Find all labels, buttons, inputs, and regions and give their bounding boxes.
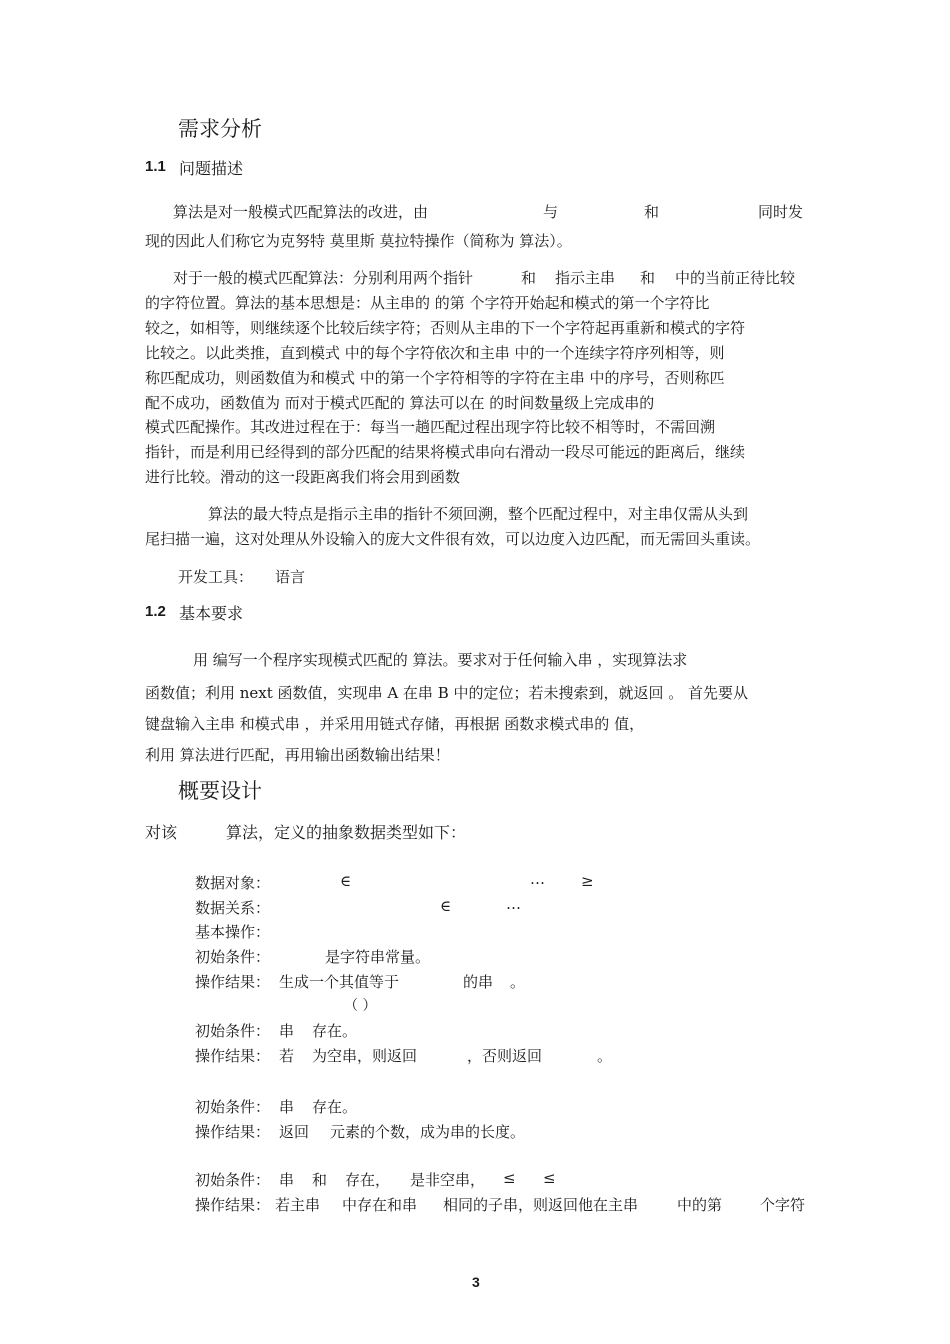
text-run: 存在， [345,1171,391,1189]
text-line: 的字符位置。算法的基本思想是：从主串的 的第 个字符开始起和模式的第一个字符比 [145,294,710,312]
page-number: 3 [472,1274,480,1290]
dev-tools-value: 语言 [275,568,306,586]
subsection-title-basic-requirements: 基本要求 [179,604,244,623]
precondition-label: 初始条件： [195,948,271,966]
text-line: 称匹配成功，则函数值为和模式 中的第一个字符相等的字符在主串 中的序号，否则称匹 [145,369,725,387]
text-run: 相同的子串，则返回他在主串 [443,1196,639,1214]
text-run: 中的第 [677,1196,723,1214]
ellipsis-symbol: … [506,895,521,913]
text-run: 和 [312,1171,328,1189]
less-equal-symbol: ≤ [543,1169,556,1187]
greater-equal-symbol: ≥ [581,872,594,890]
result-label: 操作结果： [195,973,271,991]
text-run: ，否则返回 [467,1047,543,1065]
result-label: 操作结果： [195,1047,271,1065]
section-title-outline-design: 概要设计 [178,779,262,803]
adt-intro-lead: 对该 [145,823,178,842]
element-of-symbol: ∈ [340,872,352,890]
precondition-label: 初始条件： [195,1171,271,1189]
result-label: 操作结果： [195,1123,271,1141]
text-run: 若主串 [275,1196,321,1214]
text-run: 串 [279,1171,295,1189]
text-line: 比较之。以此类推，直到模式 中的每个字符依次和主串 中的一个连续字符序列相等，则 [145,344,725,362]
precondition-label: 初始条件： [195,1022,271,1040]
adt-basic-ops-label: 基本操作： [195,923,271,941]
text-run: 串 [279,1022,295,1040]
text-run: 的串 [463,973,494,991]
text-run: 若 [279,1047,295,1065]
text-run: 。 [510,973,526,991]
text-line: 键盘输入主串 和模式串 ，并采用用链式存储，再根据 函数求模式串的 值， [145,715,645,733]
section-title-requirements: 需求分析 [178,117,262,141]
text-run: 指示主串 [555,269,616,287]
text-run: 同时发 [758,203,804,221]
text-run: 对于一般的模式匹配算法：分别利用两个指针 [173,269,474,287]
text-run: 个字符 [760,1196,806,1214]
text-run: 为空串，则返回 [312,1047,418,1065]
text-line: 较之，如相等，则继续逐个比较后续字符；否则从主串的下一个字符起再重新和模式的字符 [145,319,746,337]
text-line: 算法的最大特点是指示主串的指针不须回溯，整个匹配过程中，对主串仅需从头到 [208,505,749,523]
text-run: 和 [640,269,656,287]
text-line: 指针，而是利用已经得到的部分匹配的结果将模式串向右滑动一段尽可能远的距离后，继续 [145,443,746,461]
text-run: 是字符串常量。 [325,948,431,966]
adt-data-object-label: 数据对象： [195,874,271,892]
text-run: 与 [543,203,559,221]
ellipsis-symbol: … [530,870,545,888]
text-line: 利用 算法进行匹配，再用输出函数输出结果！ [145,746,450,764]
text-line: 模式匹配操作。其改进过程在于：每当一趟匹配过程出现字符比较不相等时，不需回溯 [145,418,716,436]
text-run: 中的当前正待比较 [675,269,796,287]
less-equal-symbol: ≤ [503,1169,516,1187]
text-run: 生成一个其值等于 [279,973,400,991]
text-run: 和 [644,203,660,221]
text-line: 配不成功，函数值为 而对于模式匹配的 算法可以在 的时间数量级上完成串的 [145,394,655,412]
element-of-symbol: ∈ [440,897,452,915]
adt-data-relation-label: 数据关系： [195,899,271,917]
text-line: 现的因此人们称它为克努特 莫里斯 莫拉特操作（简称为 算法）。 [145,232,572,250]
text-run: 元素的个数，成为串的长度。 [330,1123,526,1141]
text-run: 存在。 [312,1022,358,1040]
text-line: 函数值；利用 next 函数值，实现串 A 在串 B 中的定位；若未搜索到，就返回 。 首先要从 [145,684,749,702]
text-run: 算法是对一般模式匹配算法的改进，由 [173,203,429,221]
text-run: 是非空串， [410,1171,486,1189]
text-line: 尾扫描一遍，这对处理从外设输入的庞大文件很有效，可以边度入边匹配，而无需回头重读。 [145,530,761,548]
precondition-label: 初始条件： [195,1098,271,1116]
text-run: 和 [521,269,537,287]
text-run: 存在。 [312,1098,358,1116]
text-run: 返回 [279,1123,310,1141]
result-label: 操作结果： [195,1196,271,1214]
subsection-number-1-2: 1.2 [145,603,166,620]
adt-intro-text: 算法，定义的抽象数据类型如下： [226,823,467,842]
text-run: 中存在和串 [342,1196,418,1214]
text-run: 。 [597,1047,613,1065]
subsection-number-1-1: 1.1 [145,158,166,175]
subsection-title-problem-description: 问题描述 [179,159,244,178]
dev-tools-label: 开发工具： [178,568,254,586]
text-run: 串 [279,1098,295,1116]
text-line: 进行比较。滑动的这一段距离我们将会用到函数 [145,468,461,486]
text-line: 用 编写一个程序实现模式匹配的 算法。要求对于任何输入串 ，实现算法求 [193,651,688,669]
parentheses-text: （ ） [344,998,377,1014]
